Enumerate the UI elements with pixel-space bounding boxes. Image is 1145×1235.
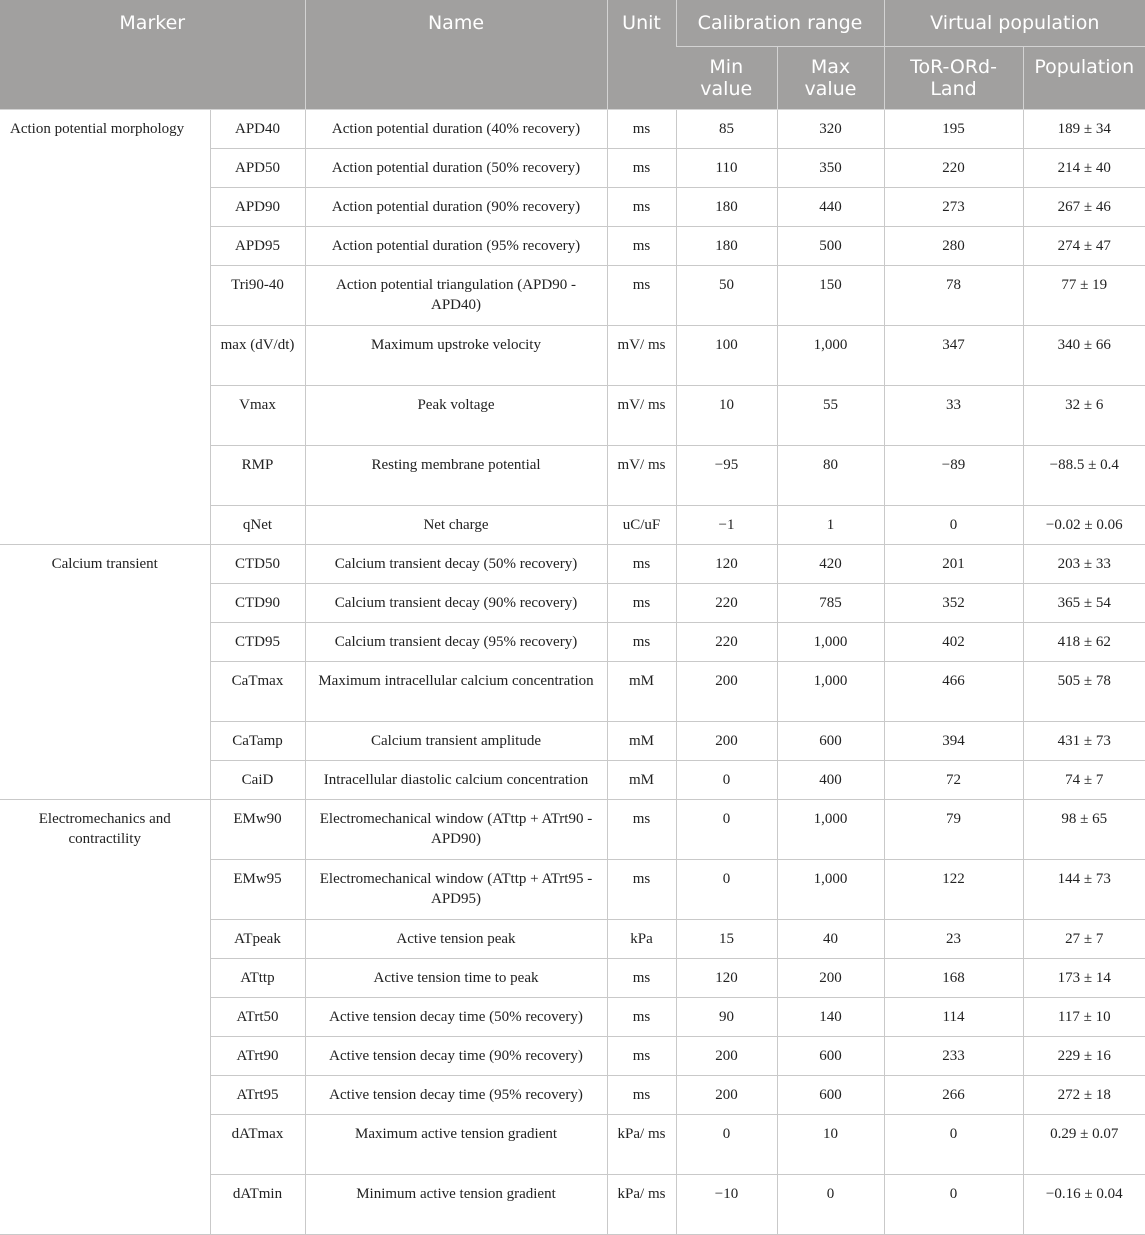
header-marker: Marker xyxy=(0,0,305,110)
cell-name: Action potential duration (50% recovery) xyxy=(305,149,607,188)
cell-unit: ms xyxy=(607,1076,676,1115)
cell-unit: mM xyxy=(607,662,676,722)
cell-marker: EMw90 xyxy=(210,800,305,860)
cell-pop: 98 ± 65 xyxy=(1023,800,1145,860)
cell-min: 90 xyxy=(676,998,777,1037)
cell-min: −1 xyxy=(676,506,777,545)
cell-tor: 273 xyxy=(884,188,1023,227)
cell-unit: kPa xyxy=(607,920,676,959)
cell-pop: 0.29 ± 0.07 xyxy=(1023,1115,1145,1175)
cell-pop: 214 ± 40 xyxy=(1023,149,1145,188)
cell-tor: 201 xyxy=(884,545,1023,584)
cell-name: Active tension decay time (90% recovery) xyxy=(305,1037,607,1076)
cell-marker: ATpeak xyxy=(210,920,305,959)
cell-tor: 0 xyxy=(884,1175,1023,1235)
cell-unit: mM xyxy=(607,722,676,761)
cell-unit: ms xyxy=(607,1037,676,1076)
cell-marker: CTD95 xyxy=(210,623,305,662)
cell-name: Maximum intracellular calcium concentration xyxy=(305,662,607,722)
cell-max: 1,000 xyxy=(777,860,884,920)
cell-tor: 195 xyxy=(884,110,1023,149)
cell-name: Minimum active tension gradient xyxy=(305,1175,607,1235)
cell-name: Resting membrane potential xyxy=(305,446,607,506)
cell-pop: 272 ± 18 xyxy=(1023,1076,1145,1115)
cell-min: 110 xyxy=(676,149,777,188)
cell-marker: ATrt90 xyxy=(210,1037,305,1076)
cell-pop: 203 ± 33 xyxy=(1023,545,1145,584)
cell-unit: ms xyxy=(607,149,676,188)
cell-unit: mV/ ms xyxy=(607,446,676,506)
cell-unit: ms xyxy=(607,623,676,662)
cell-marker: ATrt95 xyxy=(210,1076,305,1115)
cell-marker: APD95 xyxy=(210,227,305,266)
cell-name: Maximum upstroke velocity xyxy=(305,326,607,386)
cell-max: 1 xyxy=(777,506,884,545)
cell-min: 220 xyxy=(676,623,777,662)
cell-name: Active tension decay time (95% recovery) xyxy=(305,1076,607,1115)
cell-max: 150 xyxy=(777,266,884,326)
cell-name: Peak voltage xyxy=(305,386,607,446)
cell-unit: ms xyxy=(607,584,676,623)
cell-marker: CaiD xyxy=(210,761,305,800)
cell-name: Action potential duration (90% recovery) xyxy=(305,188,607,227)
cell-max: 40 xyxy=(777,920,884,959)
cell-unit: ms xyxy=(607,860,676,920)
cell-tor: 466 xyxy=(884,662,1023,722)
cell-max: 80 xyxy=(777,446,884,506)
cell-unit: mM xyxy=(607,761,676,800)
cell-max: 200 xyxy=(777,959,884,998)
cell-tor: 220 xyxy=(884,149,1023,188)
cell-marker: dATmax xyxy=(210,1115,305,1175)
cell-name: Active tension peak xyxy=(305,920,607,959)
cell-min: 100 xyxy=(676,326,777,386)
cell-pop: −0.02 ± 0.06 xyxy=(1023,506,1145,545)
cell-tor: 33 xyxy=(884,386,1023,446)
cell-max: 55 xyxy=(777,386,884,446)
cell-tor: 72 xyxy=(884,761,1023,800)
cell-name: Active tension decay time (50% recovery) xyxy=(305,998,607,1037)
cell-marker: dATmin xyxy=(210,1175,305,1235)
cell-unit: mV/ ms xyxy=(607,326,676,386)
cell-marker: Vmax xyxy=(210,386,305,446)
cell-max: 440 xyxy=(777,188,884,227)
cell-max: 350 xyxy=(777,149,884,188)
cell-pop: 418 ± 62 xyxy=(1023,623,1145,662)
cell-min: −95 xyxy=(676,446,777,506)
cell-marker: APD50 xyxy=(210,149,305,188)
cell-unit: ms xyxy=(607,998,676,1037)
cell-pop: 431 ± 73 xyxy=(1023,722,1145,761)
table-header xyxy=(0,0,1145,110)
cell-name: Intracellular diastolic calcium concentration xyxy=(305,761,607,800)
cell-min: 15 xyxy=(676,920,777,959)
cell-tor: 114 xyxy=(884,998,1023,1037)
header-calibration-range: Calibration range xyxy=(676,0,884,47)
cell-pop: 505 ± 78 xyxy=(1023,662,1145,722)
cell-unit: kPa/ ms xyxy=(607,1115,676,1175)
header-tor-ord-land: ToR-ORd-Land xyxy=(884,47,1023,110)
cell-min: −10 xyxy=(676,1175,777,1235)
cell-pop: 340 ± 66 xyxy=(1023,326,1145,386)
cell-marker: qNet xyxy=(210,506,305,545)
cell-tor: 78 xyxy=(884,266,1023,326)
cell-min: 85 xyxy=(676,110,777,149)
header-unit: Unit xyxy=(607,0,676,110)
cell-max: 10 xyxy=(777,1115,884,1175)
cell-min: 0 xyxy=(676,860,777,920)
cell-min: 0 xyxy=(676,800,777,860)
cell-unit: ms xyxy=(607,110,676,149)
header-max-value: Max value xyxy=(777,47,884,110)
cell-min: 180 xyxy=(676,188,777,227)
cell-tor: 122 xyxy=(884,860,1023,920)
cell-pop: −88.5 ± 0.4 xyxy=(1023,446,1145,506)
cell-pop: 274 ± 47 xyxy=(1023,227,1145,266)
cell-max: 1,000 xyxy=(777,326,884,386)
table-body xyxy=(0,110,1145,1235)
cell-marker: APD90 xyxy=(210,188,305,227)
cell-name: Maximum active tension gradient xyxy=(305,1115,607,1175)
cell-min: 50 xyxy=(676,266,777,326)
cell-name: Net charge xyxy=(305,506,607,545)
header-name: Name xyxy=(305,0,607,110)
cell-marker: ATrt50 xyxy=(210,998,305,1037)
cell-min: 180 xyxy=(676,227,777,266)
cell-tor: 352 xyxy=(884,584,1023,623)
cell-pop: 117 ± 10 xyxy=(1023,998,1145,1037)
cell-marker: Tri90-40 xyxy=(210,266,305,326)
cell-marker: ATttp xyxy=(210,959,305,998)
cell-tor: 79 xyxy=(884,800,1023,860)
cell-max: 140 xyxy=(777,998,884,1037)
cell-tor: 394 xyxy=(884,722,1023,761)
cell-max: 1,000 xyxy=(777,662,884,722)
cell-name: Action potential duration (95% recovery) xyxy=(305,227,607,266)
cell-max: 1,000 xyxy=(777,623,884,662)
cell-pop: 27 ± 7 xyxy=(1023,920,1145,959)
cell-max: 500 xyxy=(777,227,884,266)
cell-tor: 280 xyxy=(884,227,1023,266)
cell-unit: ms xyxy=(607,545,676,584)
cell-min: 10 xyxy=(676,386,777,446)
group-label: Calcium transient xyxy=(0,545,210,800)
cell-marker: CaTamp xyxy=(210,722,305,761)
header-min-value: Min value xyxy=(676,47,777,110)
cell-tor: 23 xyxy=(884,920,1023,959)
cell-tor: 347 xyxy=(884,326,1023,386)
cell-tor: 266 xyxy=(884,1076,1023,1115)
cell-marker: max (dV/dt) xyxy=(210,326,305,386)
cell-name: Action potential duration (40% recovery) xyxy=(305,110,607,149)
cell-pop: 267 ± 46 xyxy=(1023,188,1145,227)
cell-max: 420 xyxy=(777,545,884,584)
cell-unit: ms xyxy=(607,266,676,326)
cell-name: Calcium transient amplitude xyxy=(305,722,607,761)
cell-tor: −89 xyxy=(884,446,1023,506)
cell-pop: −0.16 ± 0.04 xyxy=(1023,1175,1145,1235)
cell-max: 320 xyxy=(777,110,884,149)
cell-marker: RMP xyxy=(210,446,305,506)
cell-unit: uC/uF xyxy=(607,506,676,545)
cell-min: 200 xyxy=(676,1037,777,1076)
header-population: Population xyxy=(1023,47,1145,110)
cell-tor: 0 xyxy=(884,506,1023,545)
cell-name: Calcium transient decay (50% recovery) xyxy=(305,545,607,584)
cell-min: 120 xyxy=(676,545,777,584)
cell-max: 400 xyxy=(777,761,884,800)
cell-tor: 233 xyxy=(884,1037,1023,1076)
cell-marker: CTD50 xyxy=(210,545,305,584)
cell-pop: 32 ± 6 xyxy=(1023,386,1145,446)
cell-min: 120 xyxy=(676,959,777,998)
cell-unit: kPa/ ms xyxy=(607,1175,676,1235)
cell-max: 600 xyxy=(777,1076,884,1115)
cell-unit: ms xyxy=(607,959,676,998)
cell-marker: CTD90 xyxy=(210,584,305,623)
cell-min: 200 xyxy=(676,722,777,761)
table-row xyxy=(0,800,1145,860)
group-label: Electromechanics and contractility xyxy=(0,800,210,1235)
cell-name: Active tension time to peak xyxy=(305,959,607,998)
cell-max: 600 xyxy=(777,1037,884,1076)
cell-pop: 144 ± 73 xyxy=(1023,860,1145,920)
cell-max: 600 xyxy=(777,722,884,761)
cell-unit: mV/ ms xyxy=(607,386,676,446)
cell-unit: ms xyxy=(607,188,676,227)
table-row xyxy=(0,110,1145,149)
cell-name: Calcium transient decay (90% recovery) xyxy=(305,584,607,623)
cell-name: Action potential triangulation (APD90 - APD40) xyxy=(305,266,607,326)
group-label: Action potential morphology xyxy=(0,110,210,545)
cell-pop: 189 ± 34 xyxy=(1023,110,1145,149)
cell-marker: CaTmax xyxy=(210,662,305,722)
cell-name: Electromechanical window (ATttp + ATrt95 - APD95) xyxy=(305,860,607,920)
cell-unit: ms xyxy=(607,800,676,860)
cell-unit: ms xyxy=(607,227,676,266)
cell-max: 785 xyxy=(777,584,884,623)
cell-marker: EMw95 xyxy=(210,860,305,920)
cell-pop: 77 ± 19 xyxy=(1023,266,1145,326)
cell-pop: 365 ± 54 xyxy=(1023,584,1145,623)
cell-pop: 74 ± 7 xyxy=(1023,761,1145,800)
header-virtual-population: Virtual population xyxy=(884,0,1145,47)
cell-tor: 168 xyxy=(884,959,1023,998)
cell-tor: 0 xyxy=(884,1115,1023,1175)
cell-min: 200 xyxy=(676,1076,777,1115)
cell-max: 0 xyxy=(777,1175,884,1235)
cell-tor: 402 xyxy=(884,623,1023,662)
cell-pop: 229 ± 16 xyxy=(1023,1037,1145,1076)
cell-name: Calcium transient decay (95% recovery) xyxy=(305,623,607,662)
cell-min: 200 xyxy=(676,662,777,722)
cell-pop: 173 ± 14 xyxy=(1023,959,1145,998)
table-row xyxy=(0,545,1145,584)
cell-min: 220 xyxy=(676,584,777,623)
cell-name: Electromechanical window (ATttp + ATrt90 - APD90) xyxy=(305,800,607,860)
cell-min: 0 xyxy=(676,761,777,800)
cell-max: 1,000 xyxy=(777,800,884,860)
cell-marker: APD40 xyxy=(210,110,305,149)
cell-min: 0 xyxy=(676,1115,777,1175)
